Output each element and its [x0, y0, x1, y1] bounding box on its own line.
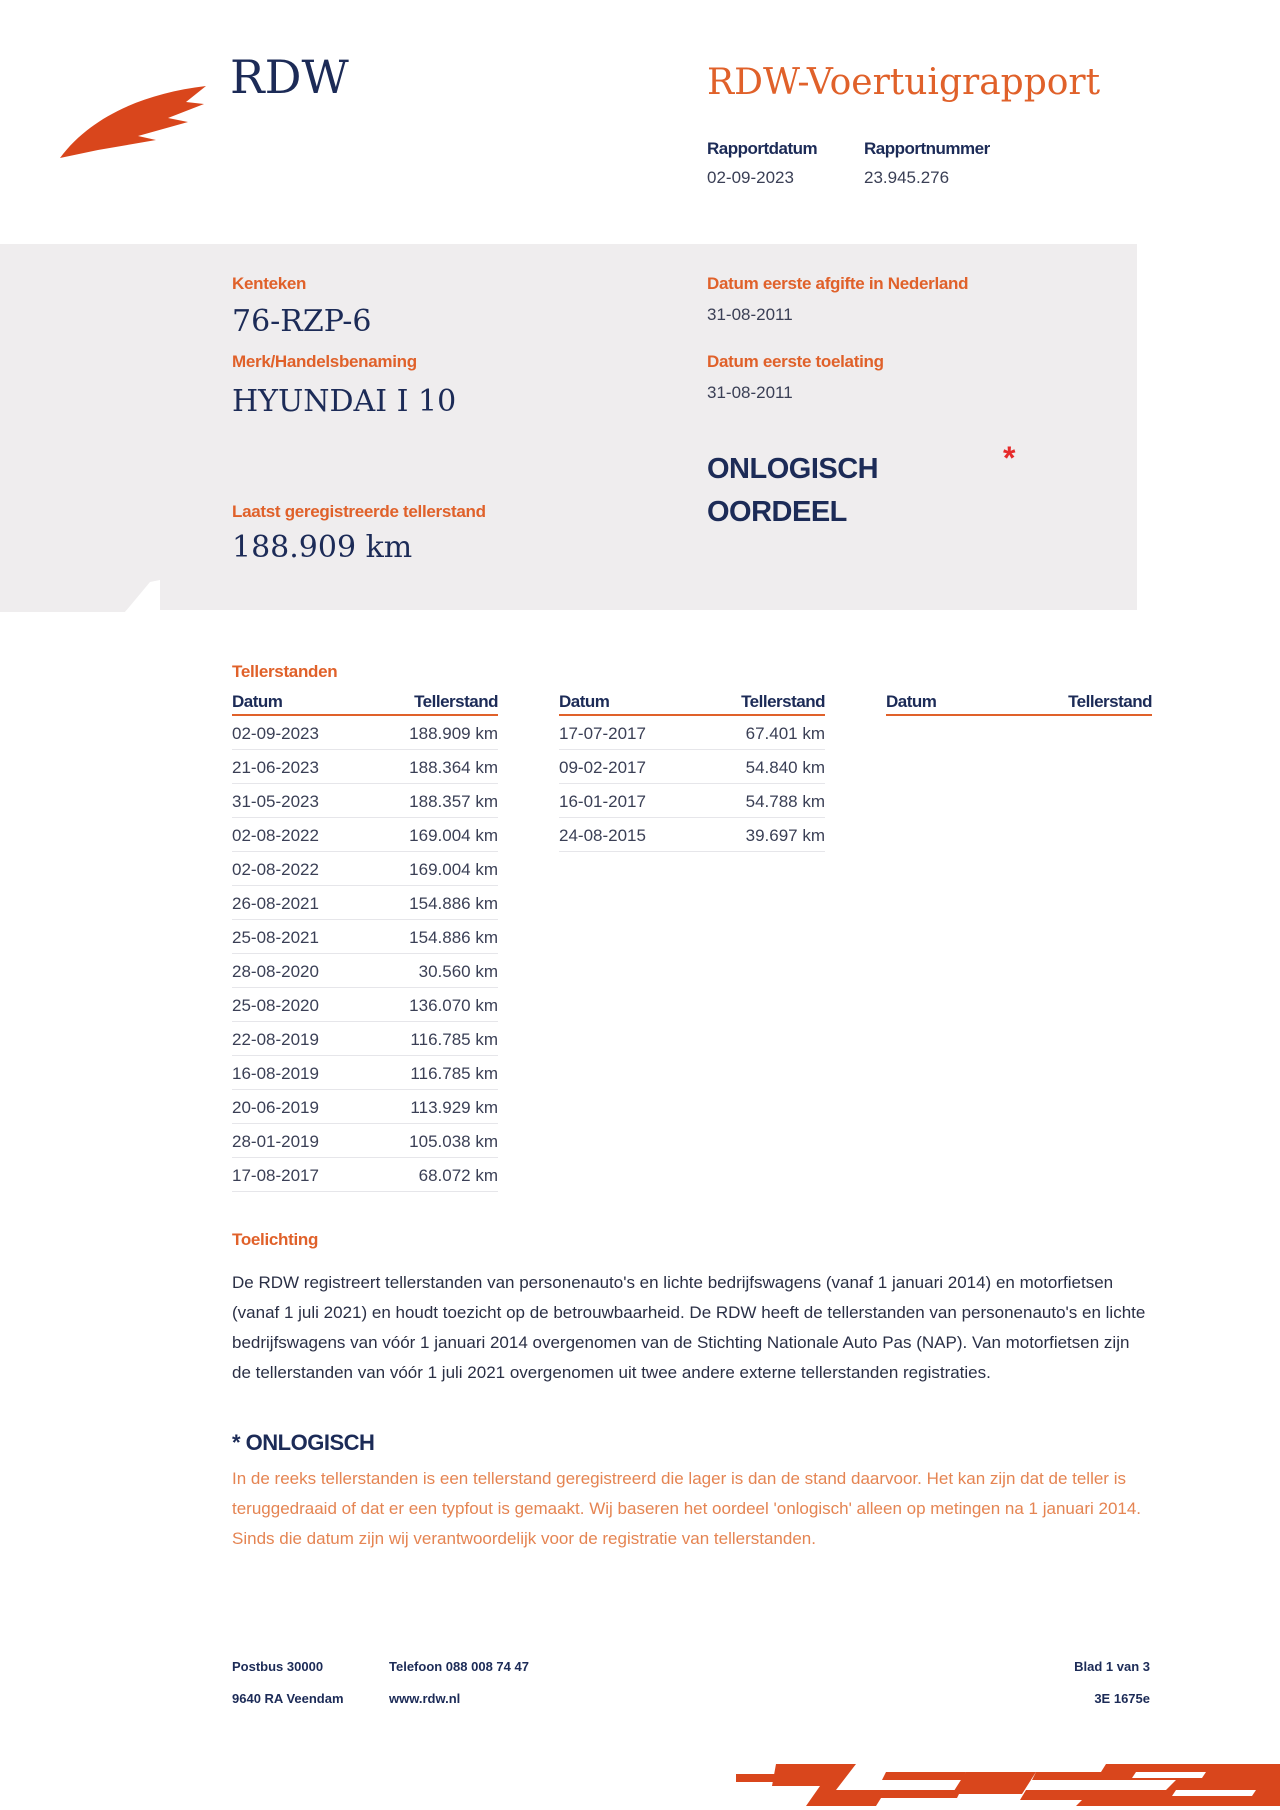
report-number-label: Rapportnummer	[864, 139, 990, 158]
table-row	[232, 886, 498, 920]
odometer-section-title: Tellerstanden	[232, 662, 338, 681]
report-date-label: Rapportdatum	[707, 139, 818, 158]
row-reading: 188.909 km	[409, 724, 498, 743]
verdict-asterisk: *	[1003, 440, 1016, 476]
row-reading: 116.785 km	[410, 1030, 498, 1049]
note-text: In de reeks tellerstanden is een tellerstand geregistreerd die lager is dan de stand daarvoor. Het kan zijn dat de teller is teruggedraaid of dat er een typfout is gemaakt. Wij baseren het oordeel 'onlogisch' alleen op metingen na 1 januari 2014. Sinds die datum zijn wij verantwoordelijk voor de registratie van tellerstanden.	[232, 1469, 1142, 1548]
row-reading: 30.560 km	[418, 962, 498, 981]
row-date: 24-08-2015	[559, 826, 646, 845]
table-header	[886, 692, 1152, 716]
row-date: 16-08-2019	[232, 1064, 319, 1083]
table-row	[232, 1158, 498, 1192]
col-reading-header: Tellerstand	[1068, 692, 1152, 711]
table-row	[559, 716, 825, 750]
last-odometer-label: Laatst geregistreerde tellerstand	[232, 502, 486, 521]
rdw-logo-icon	[58, 80, 208, 162]
table-row	[232, 716, 498, 750]
row-date: 20-06-2019	[232, 1098, 319, 1117]
row-reading: 105.038 km	[409, 1132, 498, 1151]
plate-value: 76-RZP-6	[232, 304, 372, 339]
table-row	[232, 1022, 498, 1056]
table-row	[232, 988, 498, 1022]
row-reading: 68.072 km	[418, 1166, 498, 1185]
footer-web-link[interactable]: www.rdw.nl	[389, 1691, 461, 1706]
col-date-header: Datum	[559, 692, 610, 711]
row-date: 17-07-2017	[559, 724, 646, 743]
footer-page: Blad 1 van 3	[1074, 1659, 1150, 1674]
report-title: RDW-Voertuigrapport	[707, 62, 1101, 103]
table-header	[232, 692, 498, 716]
row-date: 28-01-2019	[232, 1132, 319, 1151]
row-reading: 169.004 km	[409, 860, 498, 879]
panel-notch	[0, 580, 160, 612]
table-row	[232, 784, 498, 818]
footer-code: 3E 1675e	[1094, 1691, 1150, 1706]
row-reading: 54.788 km	[745, 792, 825, 811]
table-row	[232, 1124, 498, 1158]
table-row	[559, 784, 825, 818]
row-date: 22-08-2019	[232, 1030, 319, 1049]
note-title: * ONLOGISCH	[232, 1430, 375, 1455]
table-row	[559, 750, 825, 784]
table-row	[232, 818, 498, 852]
table-row	[232, 1056, 498, 1090]
table-row	[232, 920, 498, 954]
row-date: 02-08-2022	[232, 826, 319, 845]
row-reading: 154.886 km	[409, 928, 498, 947]
plate-label: Kenteken	[232, 274, 307, 293]
footer-address-2: 9640 RA Veendam	[232, 1691, 344, 1706]
table-header	[559, 692, 825, 716]
make-label: Merk/Handelsbenaming	[232, 352, 417, 371]
report-number: 23.945.276	[864, 168, 950, 187]
row-date: 21-06-2023	[232, 758, 319, 777]
table-row	[232, 1090, 498, 1124]
row-date: 02-09-2023	[232, 724, 319, 743]
make-value: HYUNDAI I 10	[232, 384, 457, 419]
footer-address-1: Postbus 30000	[232, 1659, 324, 1674]
last-odometer-value: 188.909 km	[232, 530, 413, 565]
summary-panel	[0, 244, 1137, 610]
table-row	[232, 852, 498, 886]
row-reading: 116.785 km	[410, 1064, 498, 1083]
verdict-line-2: OORDEEL	[707, 496, 847, 528]
row-reading: 188.357 km	[409, 792, 498, 811]
explanation-title: Toelichting	[232, 1230, 319, 1249]
row-date: 28-08-2020	[232, 962, 319, 981]
row-reading: 169.004 km	[409, 826, 498, 845]
row-reading: 136.070 km	[409, 996, 498, 1015]
verdict-line-1: ONLOGISCH	[707, 453, 879, 485]
odometer-table-3	[886, 692, 1152, 716]
row-date: 26-08-2021	[232, 894, 319, 913]
row-date: 02-08-2022	[232, 860, 319, 879]
row-reading: 54.840 km	[745, 758, 825, 777]
col-reading-header: Tellerstand	[414, 692, 498, 711]
footer-stripes-icon	[736, 1760, 1280, 1810]
row-reading: 39.697 km	[745, 826, 825, 845]
report-date: 02-09-2023	[707, 168, 794, 187]
row-reading: 188.364 km	[409, 758, 498, 777]
table-row	[232, 954, 498, 988]
row-date: 25-08-2020	[232, 996, 319, 1015]
row-date: 17-08-2017	[232, 1166, 319, 1185]
first-nl-value: 31-08-2011	[707, 305, 793, 324]
first-nl-label: Datum eerste afgifte in Nederland	[707, 274, 969, 293]
row-date: 25-08-2021	[232, 928, 319, 947]
table-row	[232, 750, 498, 784]
row-reading: 67.401 km	[745, 724, 825, 743]
first-admission-value: 31-08-2011	[707, 383, 793, 402]
odometer-table-1	[232, 692, 498, 1192]
row-reading: 113.929 km	[410, 1098, 498, 1117]
col-date-header: Datum	[232, 692, 283, 711]
odometer-table-2	[559, 692, 825, 852]
row-date: 31-05-2023	[232, 792, 319, 811]
logo-text: RDW	[230, 50, 349, 104]
col-reading-header: Tellerstand	[741, 692, 825, 711]
first-admission-label: Datum eerste toelating	[707, 352, 884, 371]
row-date: 16-01-2017	[559, 792, 646, 811]
row-date: 09-02-2017	[559, 758, 646, 777]
explanation-text: De RDW registreert tellerstanden van personenauto's en lichte bedrijfswagens (vanaf 1 januari 2014) en motorfietsen (vanaf 1 juli 2021) en houdt toezicht op de betrouwbaarheid. De RDW heeft de tellerstanden van personenauto's en lichte bedrijfswagens van vóór 1 januari 2014 overgenomen van de Stichting Nationale Auto Pas (NAP). Van motorfietsen zijn de tellerstanden van vóór 1 juli 2021 overgenomen uit twee andere externe tellerstanden registraties.	[232, 1273, 1146, 1382]
col-date-header: Datum	[886, 692, 937, 711]
footer-phone: Telefoon 088 008 74 47	[389, 1659, 529, 1674]
table-row	[559, 818, 825, 852]
row-reading: 154.886 km	[409, 894, 498, 913]
